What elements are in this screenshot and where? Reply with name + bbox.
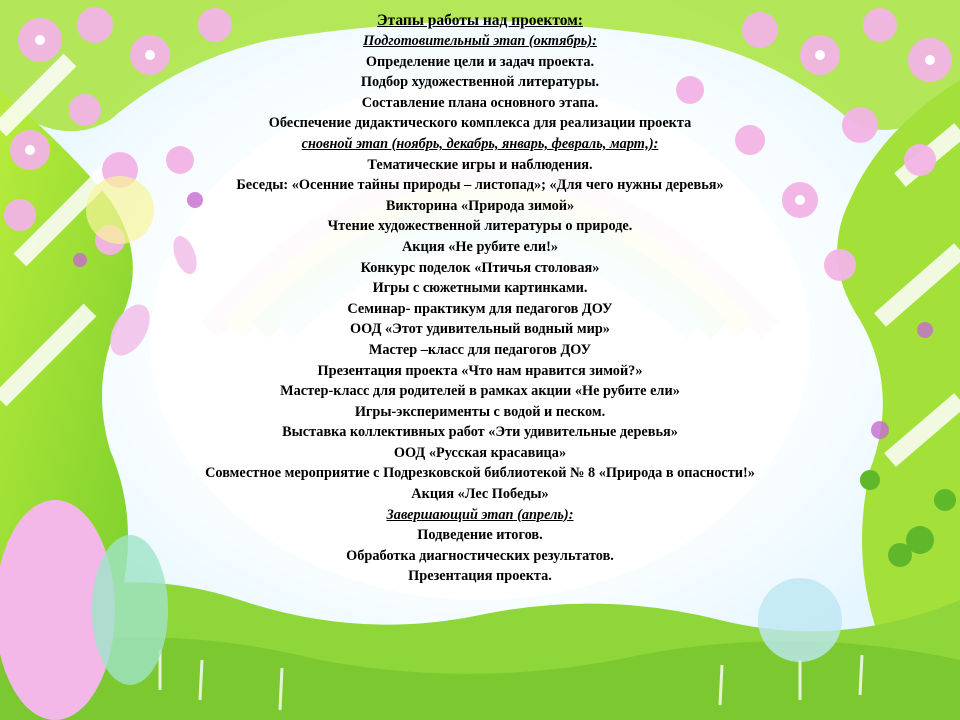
page-title: Этапы работы над проектом: (377, 12, 583, 29)
stage2-item: Акция «Лес Победы» (411, 486, 549, 503)
stage3-item: Презентация проекта. (408, 568, 552, 585)
stage1-item: Составление плана основного этапа. (361, 94, 599, 111)
stage2-item: Совместное мероприятие с Подрезковской библиотекой № 8 «Природа в опасности!» (205, 465, 755, 482)
stage2-heading: сновной этап (ноябрь, декабрь, январь, февраль, март,): (301, 135, 659, 152)
stage1-heading: Подготовительный этап (октябрь): (363, 33, 597, 49)
stage2-item: ООД «Этот удивительный водный мир» (350, 321, 610, 338)
stage1-item: Обеспечение дидактического комплекса для реализации проекта (268, 115, 692, 132)
stage2-item: Семинар- практикум для педагогов ДОУ (347, 300, 613, 317)
stage3-item: Обработка диагностических результатов. (346, 547, 614, 564)
stage2-item: Игры-эксперименты с водой и песком. (354, 403, 606, 420)
stages-text (120, 10, 840, 587)
stage3-heading: Завершающий этап (апрель): (386, 506, 574, 523)
stage1-item: Определение цели и задач проекта. (365, 53, 595, 70)
stage2-item: Беседы: «Осенние тайны природы – листопад»; «Для чего нужны деревья» (236, 177, 724, 194)
stage2-item: Тематические игры и наблюдения. (367, 156, 593, 173)
stage2-item: Мастер –класс для педагогов ДОУ (368, 341, 592, 358)
stage2-item: Викторина «Природа зимой» (385, 197, 575, 214)
stage2-item: Презентация проекта «Что нам нравится зимой?» (317, 362, 643, 379)
stage2-item: Игры с сюжетными картинками. (372, 280, 588, 297)
stage3-item: Подведение итогов. (417, 527, 543, 544)
stage2-item: ООД «Русская красавица» (393, 444, 567, 461)
stage2-item: Чтение художественной литературы о природе. (327, 218, 633, 235)
stage2-item: Выставка коллективных работ «Эти удивительные деревья» (282, 424, 678, 441)
stage2-item: Акция «Не рубите ели!» (401, 238, 559, 255)
stage2-item: Конкурс поделок «Птичья столовая» (360, 259, 600, 276)
stage1-item: Подбор художественной литературы. (360, 74, 600, 91)
stage2-item: Мастер-класс для родителей в рамках акции «Не рубите ели» (280, 383, 680, 400)
